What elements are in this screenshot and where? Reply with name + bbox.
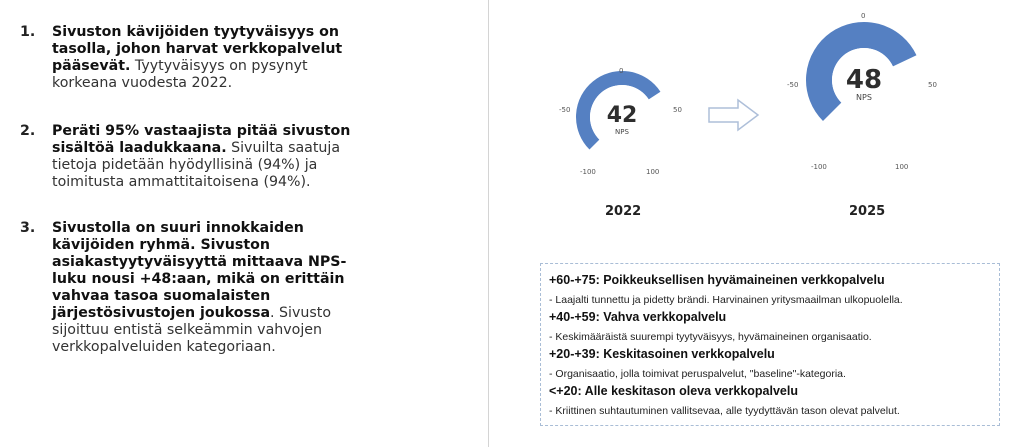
finding-number: 2. [20, 123, 36, 139]
finding-regular-text: Tyytyväisyys on pysynyt korkeana vuodesta 2022. [52, 58, 308, 91]
findings-panel [0, 0, 488, 447]
finding-3 [20, 220, 370, 356]
nps-gauge-2022 [575, 70, 669, 164]
legend-heading: +20-+39: Keskitasoinen verkkopalvelu [549, 347, 775, 361]
finding-regular-text: Sivuilta saatuja tietoja pidetään hyödyllisinä (94%) ja toimitusta ammattitaitoisena (94%). [52, 140, 341, 190]
nps-value: 42 [606, 103, 638, 128]
legend-heading: <+20: Alle keskitason oleva verkkopalvelu [549, 384, 798, 398]
finding-bold-text: Sivuston kävijöiden tyytyväisyys on tasolla, johon harvat verkkopalvelut pääsevät. [52, 24, 343, 74]
vertical-divider [488, 0, 489, 447]
tick-label: -50 [787, 81, 799, 89]
finding-bold-text: Sivustolla on suuri innokkaiden kävijöiden ryhmä. Sivuston asiakastyytyväisyyttä mittaava NPS-luku nousi +48:aan, mikä on erittäin vahvaa tasoa suomalaisten järjestösivustojen joukossa [52, 220, 347, 321]
tick-label: 0 [619, 67, 624, 75]
legend-heading: +40-+59: Vahva verkkopalvelu [549, 310, 727, 324]
arrow-right-icon [708, 98, 760, 132]
nps-category-legend [540, 263, 1000, 426]
tick-label: 100 [646, 168, 660, 176]
tick-label: -100 [811, 163, 827, 171]
finding-regular-text: . Sivusto sijoittuu entistä selkeämmin vahvojen verkkopalveluiden kategoriaan. [52, 305, 332, 355]
tick-label: 0 [861, 12, 866, 20]
nps-unit: NPS [856, 93, 872, 102]
legend-description: - Laajalti tunnettu ja pidetty brändi. Harvinainen yritysmaailman ulkopuolella. [549, 294, 903, 306]
finding-bold-text: Peräti 95% vastaajista pitää sivuston sisältöä laadukkaana. [52, 123, 351, 156]
tick-label: 50 [673, 106, 682, 114]
legend-description: - Organisaatio, jolla toimivat peruspalvelut, "baseline"-kategoria. [549, 368, 846, 380]
tick-label: -100 [580, 168, 596, 176]
legend-heading: +60-+75: Poikkeuksellisen hyvämaineinen verkkopalvelu [549, 273, 885, 287]
nps-gauge-2025 [806, 22, 922, 138]
finding-1 [20, 24, 370, 92]
year-label-2022: 2022 [605, 204, 642, 219]
finding-number: 3. [20, 220, 36, 236]
legend-description: - Kriittinen suhtautuminen vallitsevaa, alle tyydyttävän tason olevat palvelut. [549, 405, 900, 417]
nps-value: 48 [845, 65, 883, 95]
tick-label: -50 [559, 106, 571, 114]
year-label-2025: 2025 [849, 204, 886, 219]
tick-label: 50 [928, 81, 937, 89]
finding-2 [20, 123, 370, 191]
nps-unit: NPS [615, 128, 629, 136]
finding-number: 1. [20, 24, 36, 40]
tick-label: 100 [895, 163, 909, 171]
legend-description: - Keskimääräistä suurempi tyytyväisyys, hyvämaineinen organisaatio. [549, 331, 872, 343]
